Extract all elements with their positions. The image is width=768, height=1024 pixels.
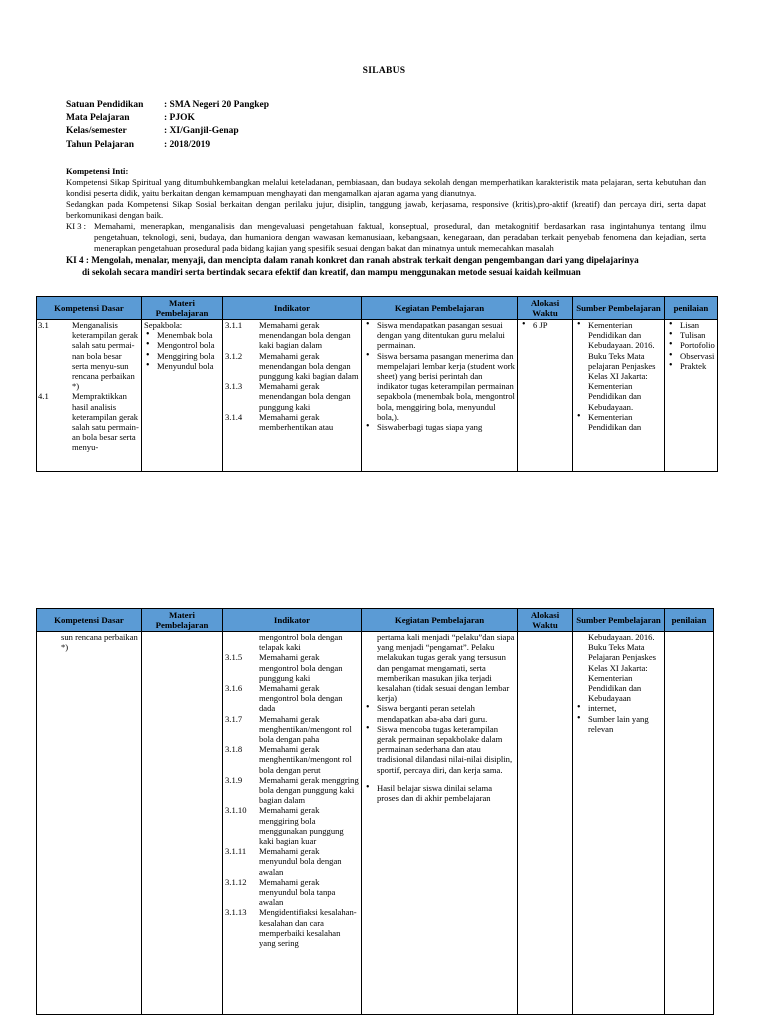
header-materi: Materi Pembelajaran <box>142 297 223 320</box>
document-title: SILABUS <box>362 66 406 76</box>
header-sumber: Sumber Pembelajaran <box>573 609 665 632</box>
info-row <box>66 126 269 139</box>
item-text: Memahami gerak mengontrol bola dengan punggung kaki <box>259 652 343 683</box>
list-item: • Menembak bola <box>144 330 220 340</box>
ki4-line-1: KI 4 : Mengolah, menalar, menyaji, dan mencipta dalam ranah konkret dan ranah abstrak terkait dengan pengembangan dari yang dipelajarinya <box>66 255 639 265</box>
list-item <box>225 775 359 806</box>
header-penilaian: penilaian <box>665 297 718 320</box>
header-kompetensi-dasar: Kompetensi Dasar <box>37 609 142 632</box>
list-item: • Tulisan <box>667 330 715 340</box>
item-number: 3.1.5 <box>225 652 243 663</box>
header-materi: Materi Pembelajaran <box>142 609 223 632</box>
ki3-row <box>66 221 706 254</box>
syllabus-table-1 <box>36 296 718 472</box>
table-2-header <box>37 609 714 632</box>
header-indikator: Indikator <box>223 609 362 632</box>
materi-title: Sepakbola: <box>144 320 183 330</box>
item-number: 3.1.4 <box>225 411 243 422</box>
ki-heading: Kompetensi Inti: <box>66 166 129 176</box>
table-row <box>37 632 714 1015</box>
syllabus-table-2 <box>36 608 714 1015</box>
list-item: • Sumber lain yang relevan <box>575 714 662 734</box>
list-item: • Siswa mendapatkan pasangan sesuai dengan yang ditentukan guru melalui permainan. <box>364 320 515 351</box>
info-label: Kelas/semester <box>66 126 127 137</box>
indikator-list <box>225 320 359 432</box>
info-row <box>66 140 269 153</box>
ki-social-text: Sedangkan pada Kompetensi Sikap Sosial berkaitan dengan perilaku jujur, disiplin, tanggung jawab, kerjasama, responsive (kritis),pro-aktif (kreatif) dan percaya diri, serta dapat berkomunikasi dengan baik. <box>66 199 706 220</box>
header-kegiatan: Kegiatan Pembelajaran <box>362 297 518 320</box>
info-label: Tahun Pelajaran <box>66 139 135 150</box>
ki-spiritual-text: Kompetensi Sikap Spiritual yang ditumbuhkembangkan melalui keteladanan, pembiasaan, dan budaya sekolah dengan memperhatikan karakteristik mata pelajaran, serta kebutuhan dan kondisi peserta didik, yaitu berkaitan dengan kemampuan menghayati dan mengamalkan ajaran agama yang dianutnya. <box>66 177 706 198</box>
kd-continuation: sun rencana perbaikan *) <box>61 632 138 653</box>
info-value: : PJOK <box>164 113 195 124</box>
list-item <box>225 351 359 382</box>
item-text: Memahami gerak menggring bola dengan punggung kaki bagian dalam <box>259 774 359 806</box>
list-item: • Siswaberbagi tugas siapa yang <box>364 422 515 432</box>
list-item: • Mengontrol bola <box>144 340 220 350</box>
item-number: 3.1 <box>38 320 49 330</box>
indikator-list <box>225 652 359 948</box>
info-row <box>66 100 269 113</box>
item-text: Memahami gerak menghentikan/mengont rol bola dengan perut <box>259 744 352 775</box>
alokasi-list <box>520 320 570 330</box>
kd-list <box>38 320 139 453</box>
item-text: Memahami gerak menggiring bola menggunakan punggung kaki bagian kuar <box>259 805 344 847</box>
item-text: Memahami gerak menendangan bola dengan punggung kaki <box>259 381 351 412</box>
header-penilaian: penilaian <box>665 609 714 632</box>
indikator-continuation: mengontrol bola dengan telapak kaki <box>259 632 343 653</box>
item-number: 4.1 <box>38 391 49 402</box>
penilaian-list <box>667 320 715 371</box>
list-item <box>225 652 359 683</box>
info-row <box>66 113 269 126</box>
list-item: • Siswa berganti peran setelah mendapatkan aba-aba dari guru. <box>364 703 515 723</box>
ki3-text: Memahami, menerapkan, menganalisis dan mengevaluasi pengetahuan faktual, konseptual, prosedural, dan metakognitif berdasarkan rasa ingintahunya tentang ilmu pengetahuan, teknologi, seni, budaya, dan humaniora dengan wawasan kemanusiaan, kebangsaan, kenegaraan, dan peradaban terkait penyebab fenomena dan kejadian, serta menerapkan pengetahuan prosedural pada bidang kajian yang spesifik sesuai dengan bakat dan minatnya untuk memecahkan masalah <box>94 221 706 253</box>
info-label: Mata Pelajaran <box>66 113 130 124</box>
info-value: : SMA Negeri 20 Pangkep <box>164 100 270 110</box>
ki3-number: KI 3 : <box>66 221 87 231</box>
list-item: • Siswa mencoba tugas keterampilan gerak permainan sepakbolake dalam permainan sederhana dan atau tradisional dilandasi nilai-nilai disiplin, sportif, percaya diri, dan kerja sama. <box>364 724 515 775</box>
header-sumber: Sumber Pembelajaran <box>573 297 665 320</box>
list-item: • Portofolio <box>667 340 715 350</box>
list-item <box>225 714 359 745</box>
item-number: 3.1.6 <box>225 683 243 694</box>
item-number: 3.1.2 <box>225 350 243 361</box>
list-item <box>38 391 139 452</box>
item-number: 3.1.3 <box>225 381 243 392</box>
info-label: Satuan Pendidikan <box>66 100 144 110</box>
list-item <box>225 412 359 432</box>
header-indikator: Indikator <box>223 297 362 320</box>
item-text: Memahami gerak menghentikan/mengont rol bola dengan paha <box>259 713 352 745</box>
item-number: 3.1.12 <box>225 876 247 887</box>
item-number: 3.1.8 <box>225 744 243 755</box>
table-row <box>37 320 718 472</box>
item-number: 3.1.11 <box>225 846 247 857</box>
list-item <box>38 320 139 391</box>
header-kompetensi-dasar: Kompetensi Dasar <box>37 297 142 320</box>
list-item: • 6 JP <box>520 320 570 330</box>
list-item: • Menyundul bola <box>144 361 220 371</box>
kegiatan-list <box>364 320 515 432</box>
sumber-list <box>575 703 662 734</box>
item-text: Memahami gerak menendangan bola dengan kaki bagian dalam <box>259 320 351 351</box>
list-item <box>225 805 359 846</box>
ki4-block <box>66 254 706 278</box>
item-number: 3.1.10 <box>225 805 247 816</box>
materi-list <box>144 330 220 371</box>
info-value: : XI/Ganjil-Genap <box>164 126 239 137</box>
item-text: Mengidentifiaksi kesalahan-kesalahan dan cara memperbaiki kesalahan yang sering <box>259 907 357 949</box>
list-item: • Menggiring bola <box>144 351 220 361</box>
sumber-list <box>575 320 662 432</box>
list-item: • internet, <box>575 703 662 713</box>
list-item <box>225 320 359 351</box>
list-item: • Observasi <box>667 351 715 361</box>
item-text: Menganalisis keterampilan gerak salah satu permai-nan bola besar serta menyu-sun rencana perbaikan *) <box>72 320 139 392</box>
list-item: • Kementerian Pendidikan dan <box>575 412 662 432</box>
header-kegiatan: Kegiatan Pembelajaran <box>362 609 518 632</box>
header-alokasi: Alokasi Waktu <box>518 297 573 320</box>
item-number: 3.1.7 <box>225 713 243 724</box>
item-number: 3.1.9 <box>225 774 243 785</box>
kegiatan-continuation: pertama kali menjadi “pelaku”dan siapa yang menjadi “pengamat”. Pelaku melakukan tugas gerak yang tersusun dan pengamat mengamati, serta memberikan masukan jika terjadi kesalahan (tidak sesuai dengan lembar kerja) <box>377 632 515 704</box>
table-1-header <box>37 297 718 320</box>
ki4-line-2: di sekolah secara mandiri serta bertindak secara efektif dan kreatif, dan mampu menggunakan metode sesuai kaidah keilmuan <box>82 267 581 277</box>
header-alokasi: Alokasi Waktu <box>518 609 573 632</box>
list-item: • Hasil belajar siswa dinilai selama proses dan di akhir pembelajaran <box>364 783 515 803</box>
item-text: Memahami gerak menendangan bola dengan punggung kaki bagian dalam <box>259 350 359 382</box>
list-item <box>225 683 359 714</box>
list-item <box>225 877 359 908</box>
list-item <box>225 846 359 877</box>
list-item: • Siswa bersama pasangan menerima dan mempelajari lembar kerja (student work sheet) yang berisi perintah dan indikator tugas keterampilan permainan sepakbola (menembak bola, mengontrol bola, menggiring bola, menyundul bola,). <box>364 351 515 422</box>
list-item: • Lisan <box>667 320 715 330</box>
kegiatan-list <box>364 703 515 803</box>
list-item <box>225 381 359 412</box>
item-text: Memahami gerak mengontrol bola dengan dada <box>259 683 343 714</box>
info-value: : 2018/2019 <box>164 139 211 150</box>
list-item: • Kementerian Pendidikan dan Kebudayaan. 2016. Buku Teks Mata pelajaran Penjaskes Kelas XI Jakarta: Kementerian Pendidikan dan Kebudayaan. <box>575 320 662 412</box>
list-item: • Praktek <box>667 361 715 371</box>
item-text: Memahami gerak menyundul bola tanpa awalan <box>259 876 336 908</box>
sumber-continuation: Kebudayaan. 2016. Buku Teks Mata Pelajaran Penjaskes Kelas XI Jakarta: Kementerian Pendidikan dan Kebudayaan <box>588 632 657 704</box>
list-item <box>225 907 359 948</box>
item-number: 3.1.13 <box>225 907 247 918</box>
kompetensi-inti-section <box>66 166 706 278</box>
item-number: 3.1.1 <box>225 320 243 330</box>
item-text: Mempraktikkan hasil analisis keterampilan gerak salah satu permain-an bola besar serta menyu- <box>72 391 139 453</box>
item-text: Memahami gerak memberhentikan atau <box>259 411 334 433</box>
item-text: Memahami gerak menyundul bola dengan awalan <box>259 846 342 877</box>
school-info <box>66 100 269 153</box>
list-item <box>225 744 359 775</box>
